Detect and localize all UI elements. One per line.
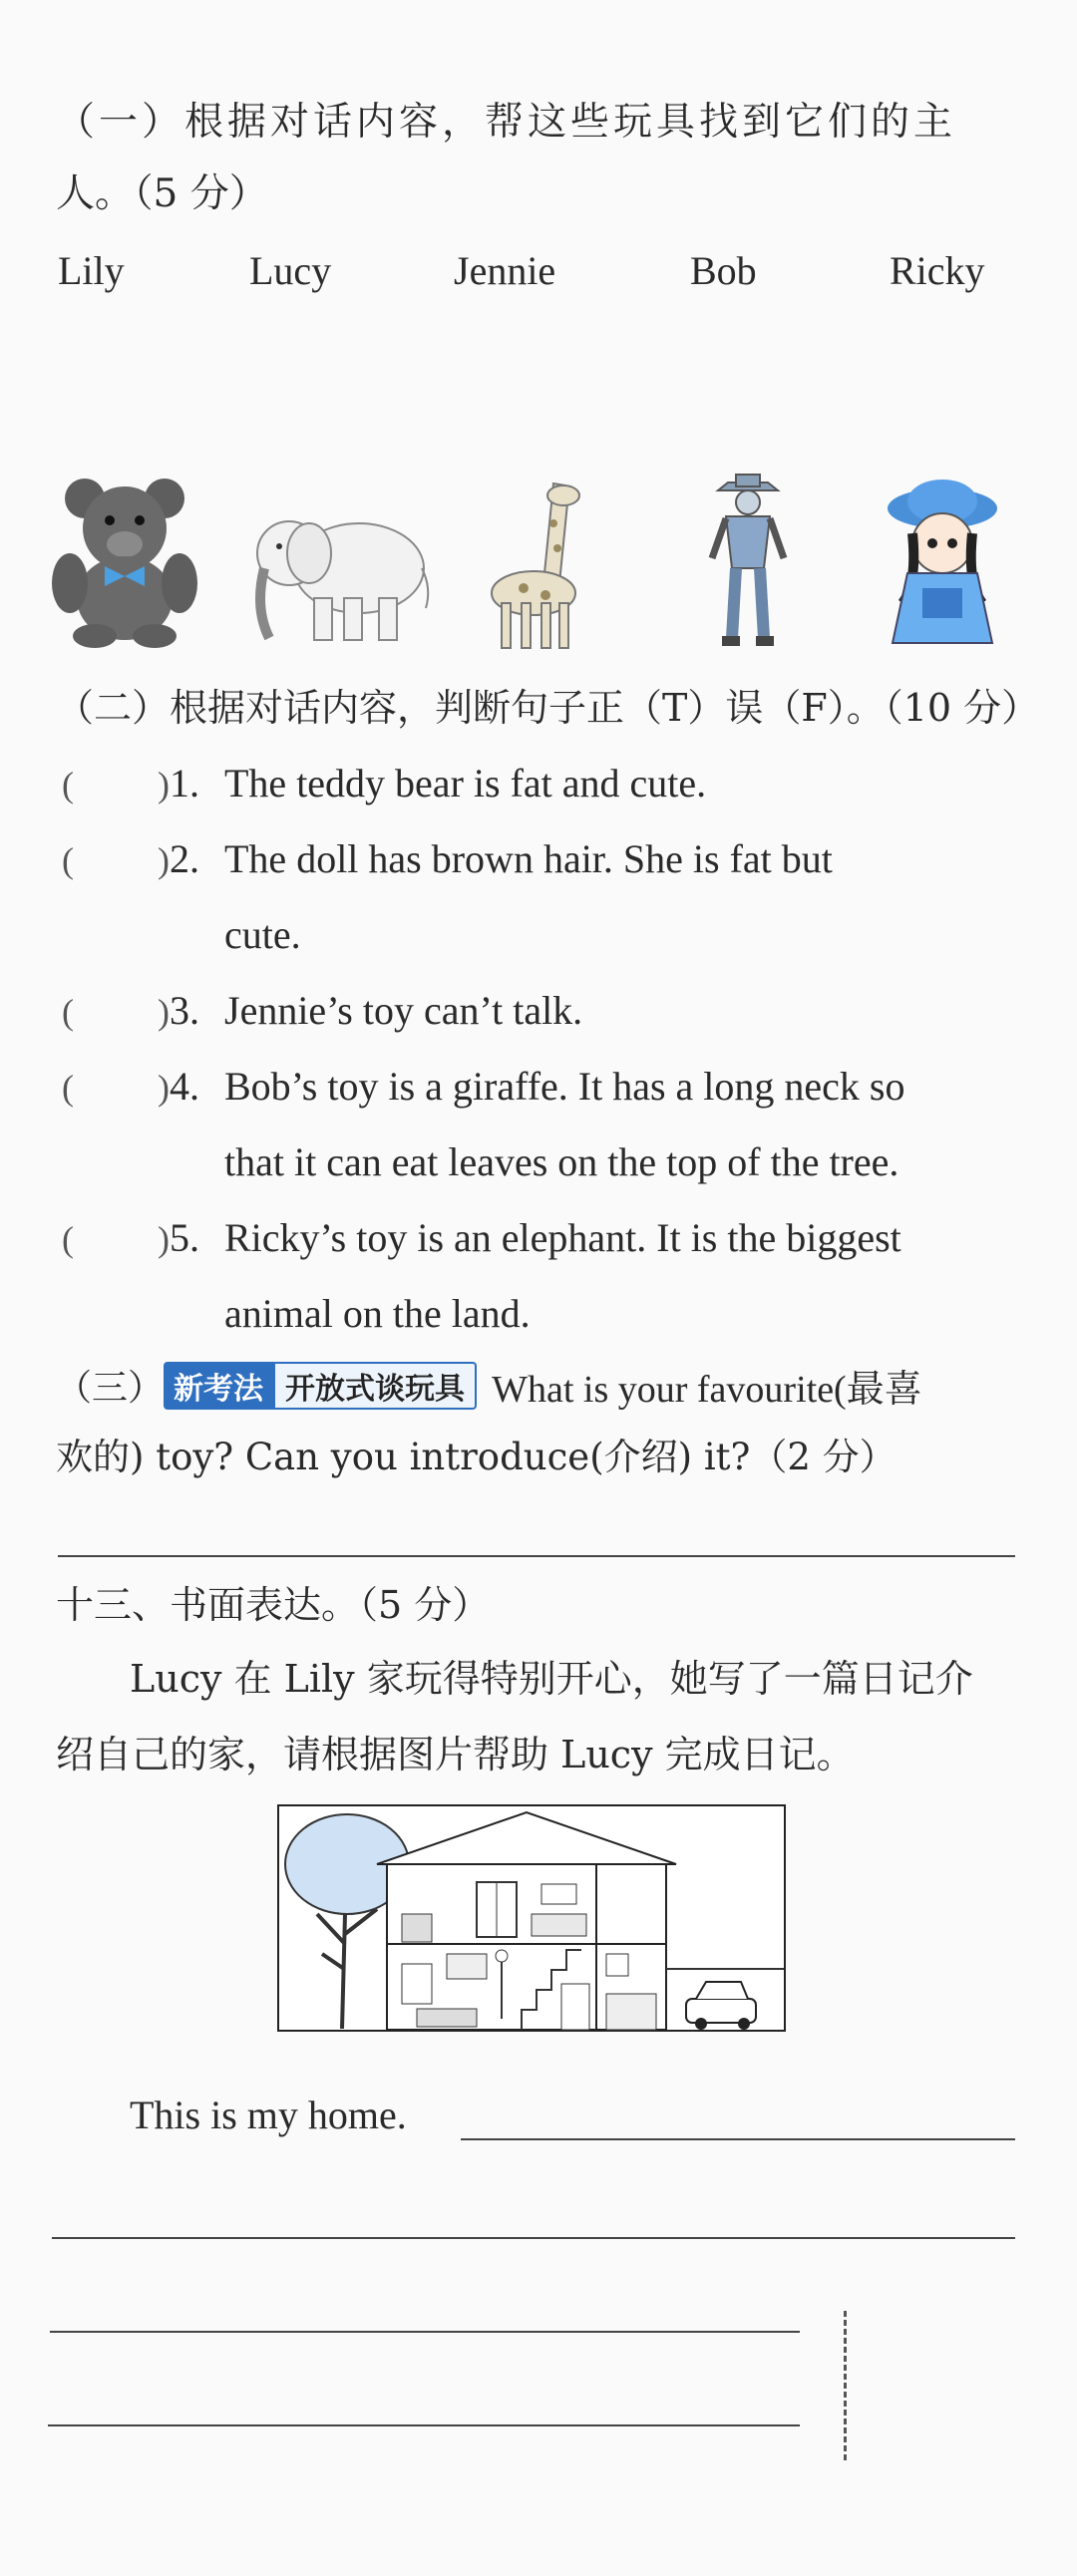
writing-line-4[interactable] (48, 2424, 800, 2426)
writing-line-3[interactable] (50, 2331, 800, 2333)
section3-heading (56, 1358, 922, 1413)
writing-line-2[interactable] (52, 2237, 1015, 2239)
owner-name-lily: Lily (58, 248, 125, 293)
answer-paren-open[interactable]: ( (62, 1068, 74, 1108)
house-illustration (277, 1804, 786, 2032)
answer-paren-open[interactable]: ( (62, 1219, 74, 1259)
answer-paren-close: ) (158, 840, 170, 880)
question-text: Bob’s toy is a giraffe. It has a long neck so (224, 1064, 905, 1109)
section13-para-line2: 绍自己的家，请根据图片帮助 Lucy 完成日记。 (56, 1733, 855, 1776)
question-text: Jennie’s toy can’t talk. (224, 988, 583, 1033)
question-number: 4. (170, 1064, 199, 1109)
owner-name-lucy: Lucy (249, 248, 332, 293)
section3-question-line1: What is your favourite(最喜 (492, 1369, 922, 1411)
diary-starter: This is my home. (130, 2093, 407, 2137)
question-number: 5. (170, 1215, 199, 1260)
cowboy-robot-icon (698, 469, 798, 653)
question-text-cont: animal on the land. (224, 1291, 531, 1336)
answer-paren-close: ) (158, 765, 170, 805)
owner-name-jennie: Jennie (454, 248, 556, 293)
answer-paren-open[interactable]: ( (62, 992, 74, 1032)
question-number: 2. (170, 836, 199, 881)
section13-heading: 十三、书面表达。（5 分） (56, 1583, 491, 1627)
section13-para-line1: Lucy 在 Lily 家玩得特别开心，她写了一篇日记介 (130, 1657, 973, 1701)
question-text: Ricky’s toy is an elephant. It is the biggest (224, 1215, 901, 1260)
writing-line-1[interactable] (461, 2138, 1015, 2140)
answer-paren-close: ) (158, 992, 170, 1032)
question-number: 3. (170, 988, 199, 1033)
elephant-icon (244, 498, 434, 648)
giraffe-icon (484, 474, 593, 653)
section2-heading: （二）根据对话内容，判断句子正（T）误（F）。（10 分） (56, 686, 1040, 730)
answer-paren-open[interactable]: ( (62, 840, 74, 880)
section1-heading-line2: 人。（5 分） (56, 171, 268, 216)
owner-name-bob: Bob (690, 248, 757, 293)
question-text-cont: cute. (224, 912, 301, 957)
binding-edge-mark (844, 2311, 863, 2460)
answer-paren-open[interactable]: ( (62, 765, 74, 805)
owner-name-ricky: Ricky (890, 248, 985, 293)
section1-heading-line1: （一）根据对话内容，帮这些玩具找到它们的主 (56, 100, 957, 145)
answer-line[interactable] (58, 1555, 1015, 1557)
new-method-badge: 新考法 (164, 1362, 273, 1410)
question-text: The teddy bear is fat and cute. (224, 761, 707, 805)
question-number: 1. (170, 761, 199, 805)
question-text-cont: that it can eat leaves on the top of the tree. (224, 1139, 899, 1184)
answer-paren-close: ) (158, 1219, 170, 1259)
doll-icon (873, 474, 1012, 653)
answer-paren-close: ) (158, 1068, 170, 1108)
question-text: The doll has brown hair. She is fat but (224, 836, 833, 881)
teddy-bear-icon (50, 469, 199, 648)
section3-prefix: （三） (56, 1368, 165, 1409)
section3-question-line2: 欢的) toy? Can you introduce(介绍) it?（2 分） (56, 1436, 897, 1478)
topic-badge: 开放式谈玩具 (273, 1362, 477, 1410)
